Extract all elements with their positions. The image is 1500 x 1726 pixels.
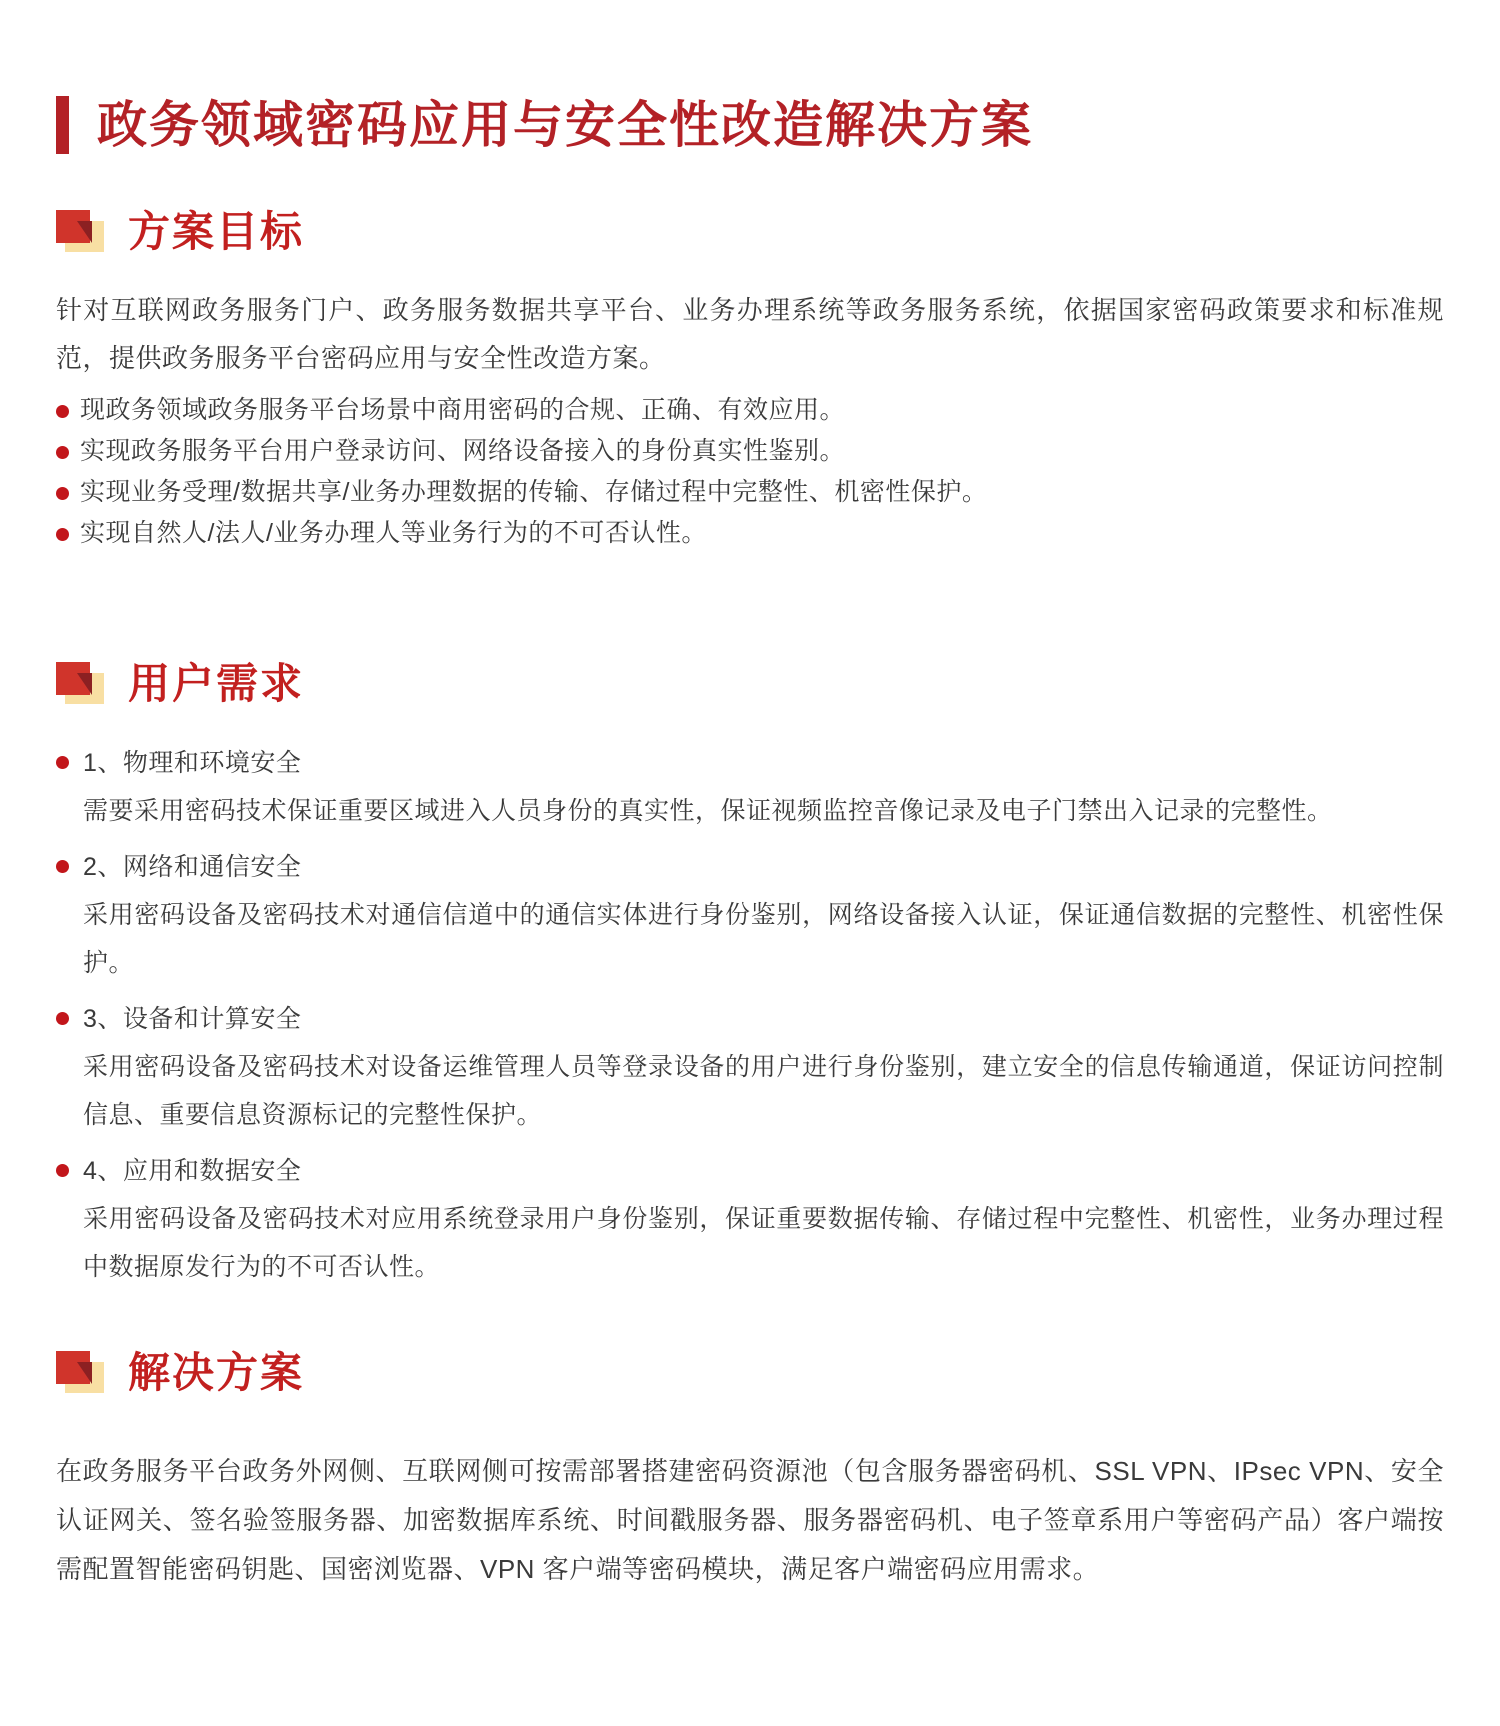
- need-item-title: [56, 843, 1444, 891]
- document-page: [0, 96, 1500, 1594]
- need-title-text: 3、设备和计算安全: [83, 1004, 302, 1033]
- section-header-solution: [56, 1349, 1444, 1397]
- folded-square-icon: [56, 1351, 104, 1395]
- bullet-dot-icon: [56, 1164, 69, 1177]
- goal-intro-paragraph: 针对互联网政务服务门户、政务服务数据共享平台、业务办理系统等政务服务系统，依据国家密码政策要求和标准规范，提供政务服务平台密码应用与安全性改造方案。: [56, 295, 1444, 374]
- folded-square-icon: [56, 662, 104, 706]
- need-title-text: 2、网络和通信安全: [83, 852, 302, 881]
- need-item-description: 采用密码设备及密码技术对应用系统登录用户身份鉴别，保证重要数据传输、存储过程中完整性、机密性，业务办理过程中数据原发行为的不可否认性。: [83, 1204, 1444, 1281]
- need-item-title: [56, 739, 1444, 787]
- list-item: [56, 739, 1444, 835]
- bullet-dot-icon: [56, 446, 69, 459]
- solution-paragraph: 在政务服务平台政务外网侧、互联网侧可按需部署搭建密码资源池（包含服务器密码机、SSL VPN、IPsec VPN、安全认证网关、签名验签服务器、加密数据库系统、时间戳服务器、服务器密码机、电子签章系用户等密码产品）客户端按需配置智能密码钥匙、国密浏览器、VPN 客户端等密码模块，满足客户端密码应用需求。: [56, 1455, 1444, 1584]
- bullet-dot-icon: [56, 1012, 69, 1025]
- section-title-goal: 方案目标: [128, 208, 305, 255]
- section-header-goal: [56, 208, 1444, 256]
- bullet-text: 现政务领域政务服务平台场景中商用密码的合规、正确、有效应用。: [80, 396, 846, 425]
- list-item: [56, 1147, 1444, 1291]
- folded-square-icon: [56, 210, 104, 254]
- list-item: [56, 390, 1444, 431]
- need-item-description: 需要采用密码技术保证重要区域进入人员身份的真实性，保证视频监控音像记录及电子门禁出入记录的完整性。: [83, 796, 1333, 825]
- bullet-dot-icon: [56, 528, 69, 541]
- page-title: 政务领域密码应用与安全性改造解决方案: [97, 96, 1033, 153]
- need-item-description: 采用密码设备及密码技术对设备运维管理人员等登录设备的用户进行身份鉴别，建立安全的信息传输通道，保证访问控制信息、重要信息资源标记的完整性保护。: [83, 1052, 1444, 1129]
- need-item-description: 采用密码设备及密码技术对通信信道中的通信实体进行身份鉴别，网络设备接入认证，保证通信数据的完整性、机密性保护。: [83, 900, 1444, 977]
- list-item: [56, 513, 1444, 554]
- bullet-dot-icon: [56, 487, 69, 500]
- list-item: [56, 472, 1444, 513]
- list-item: [56, 843, 1444, 987]
- bullet-dot-icon: [56, 756, 69, 769]
- needs-list: [56, 739, 1444, 1291]
- bullet-text: 实现自然人/法人/业务办理人等业务行为的不可否认性。: [80, 519, 707, 548]
- bullet-dot-icon: [56, 860, 69, 873]
- list-item: [56, 431, 1444, 472]
- need-item-title: [56, 1147, 1444, 1195]
- section-title-solution: 解决方案: [128, 1348, 305, 1396]
- bullet-text: 实现政务服务平台用户登录访问、网络设备接入的身份真实性鉴别。: [80, 437, 846, 466]
- goal-bullet-list: [56, 390, 1444, 554]
- need-item-title: [56, 995, 1444, 1043]
- bullet-dot-icon: [56, 405, 69, 418]
- section-header-needs: [56, 660, 1444, 708]
- list-item: [56, 995, 1444, 1139]
- title-accent-bar-icon: [56, 96, 69, 154]
- bullet-text: 实现业务受理/数据共享/业务办理数据的传输、存储过程中完整性、机密性保护。: [80, 478, 988, 507]
- need-title-text: 4、应用和数据安全: [83, 1156, 302, 1185]
- need-title-text: 1、物理和环境安全: [83, 748, 302, 777]
- title-row: [56, 96, 1444, 154]
- section-title-needs: 用户需求: [128, 660, 305, 708]
